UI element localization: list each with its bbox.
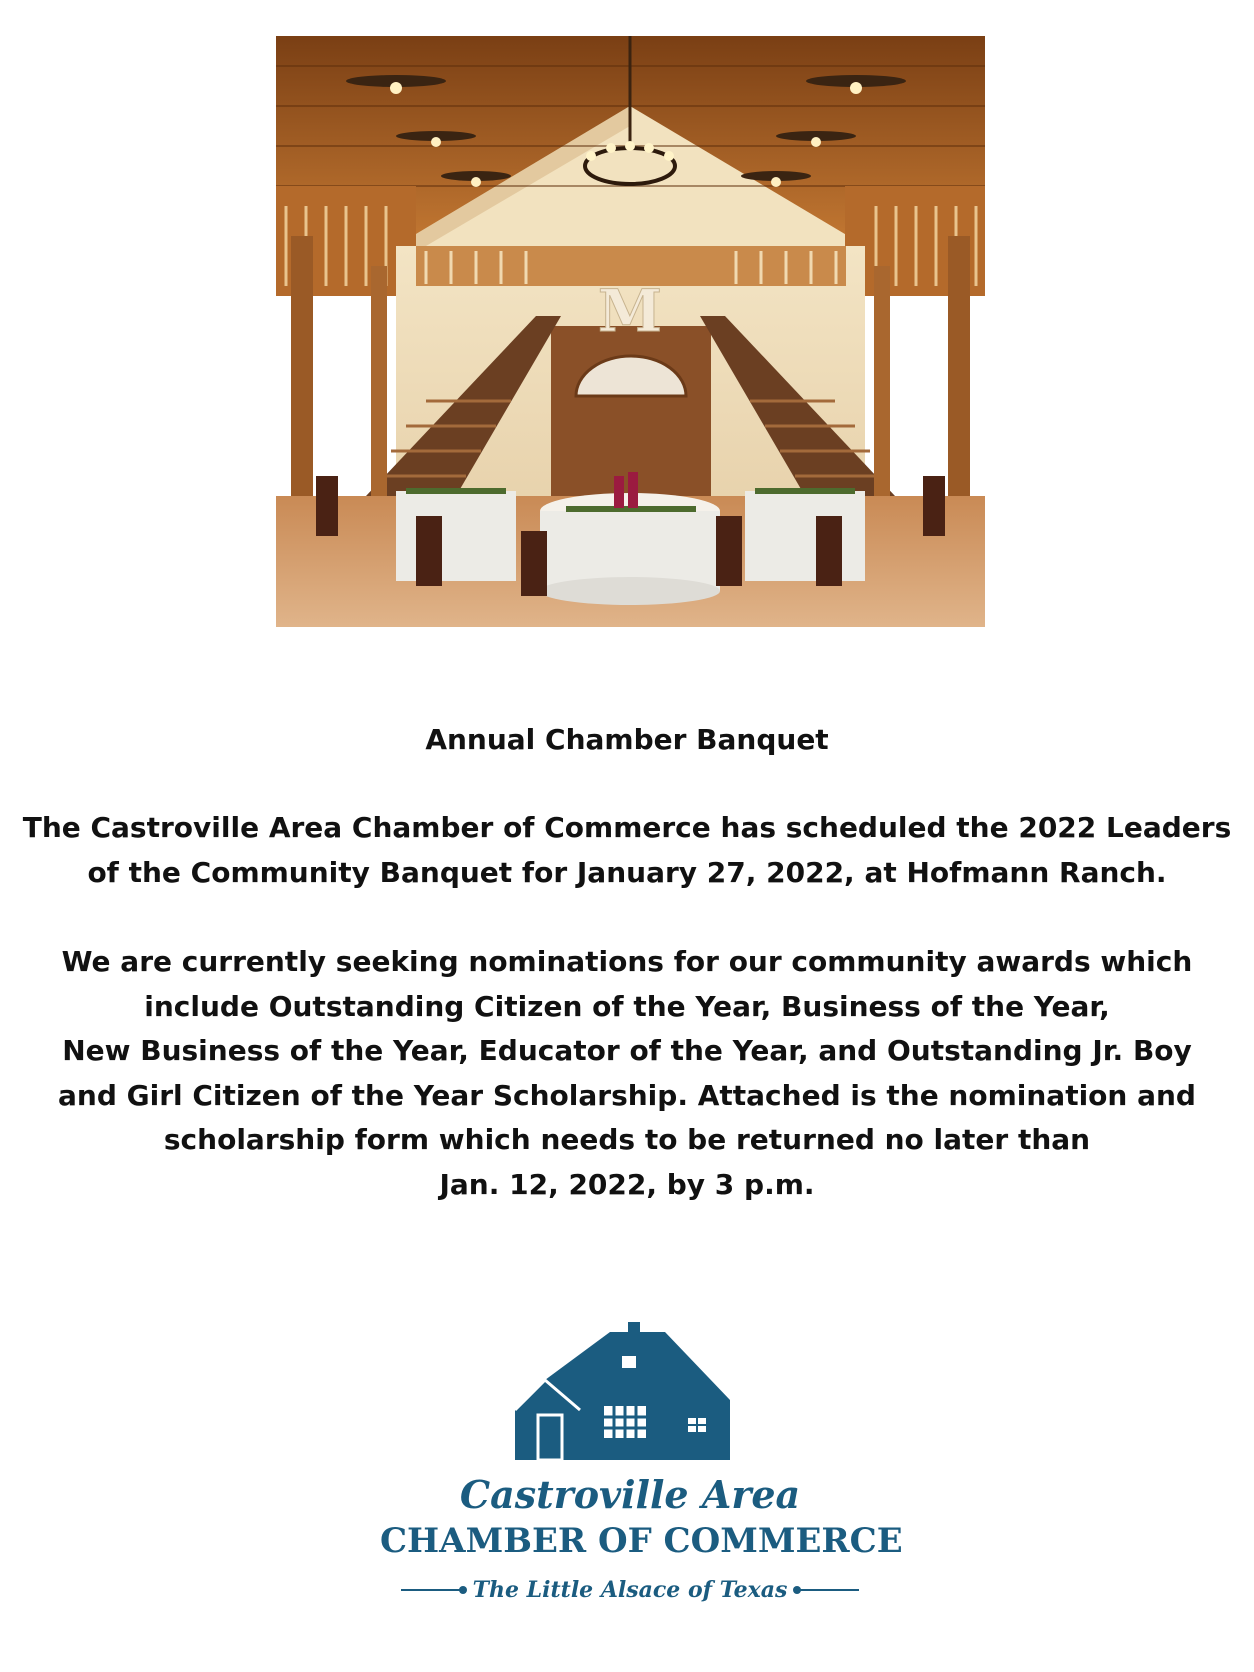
paragraph-line: and Girl Citizen of the Year Scholarship. Attached is the nomination and	[58, 1078, 1196, 1112]
banquet-title: Annual Chamber Banquet	[425, 723, 829, 756]
logo-tagline: The Little Alsace of Texas	[472, 1577, 788, 1603]
logo-organization: CHAMBER OF COMMERCE	[380, 1521, 903, 1561]
chamber-logo	[380, 1320, 903, 1620]
paragraph-line: The Castroville Area Chamber of Commerce has scheduled the 2022 Leaders	[22, 811, 1232, 844]
paragraph-line: We are currently seeking nominations for our community awards which	[61, 945, 1193, 978]
paragraph-line: New Business of the Year, Educator of the Year, and Outstanding Jr. Boy	[62, 1034, 1192, 1067]
house-icon	[500, 1320, 760, 1470]
paragraph-line: include Outstanding Citizen of the Year, Business of the Year,	[144, 989, 1110, 1023]
monogram-letter: M	[597, 277, 663, 345]
banquet-schedule-paragraph	[20, 806, 1234, 895]
paragraph-line: Jan. 12, 2022, by 3 p.m.	[439, 1167, 815, 1201]
banquet-hall-illustration	[276, 36, 985, 627]
logo-tagline-row	[380, 1570, 880, 1610]
tagline-rule-right	[797, 1589, 859, 1591]
tagline-rule-left	[401, 1589, 463, 1591]
nominations-paragraph	[20, 940, 1234, 1207]
banquet-hall-photo	[276, 36, 985, 627]
paragraph-line: scholarship form which needs to be returned no later than	[163, 1123, 1091, 1156]
paragraph-line: of the Community Banquet for January 27, 2022, at Hofmann Ranch.	[87, 855, 1167, 889]
logo-name: Castroville Area	[459, 1472, 801, 1517]
